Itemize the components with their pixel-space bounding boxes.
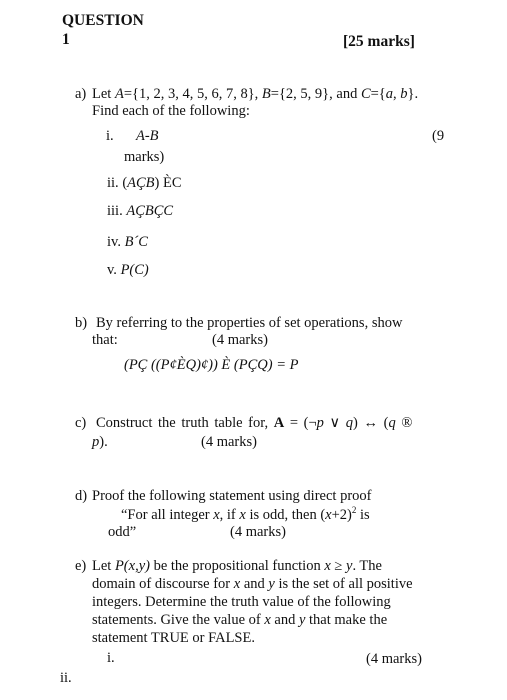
part-d-statement: “For all integer x, if x is odd, then $(x+2)^2$ is (121, 505, 370, 523)
part-a-label: a) (75, 86, 87, 102)
question-number: 1 (62, 31, 70, 48)
part-d-line3: odd” (108, 524, 137, 540)
part-e-marks: (4 marks) (366, 651, 422, 667)
part-e-label: e) (75, 558, 87, 574)
item-iii-number: iii. (107, 203, 123, 219)
part-d-label: d) (75, 488, 88, 504)
part-c-label: c) (75, 415, 87, 431)
part-b-that: that: (92, 332, 118, 348)
part-c-marks: (4 marks) (201, 434, 257, 450)
item-ii: ii. (AÇB) ÈC (107, 175, 182, 191)
item-i-number: i. (106, 128, 114, 144)
question-heading: QUESTION (62, 12, 144, 29)
part-e-line1: Let P(x,y) be the propositional function x ≥ y. The (92, 558, 382, 574)
item-v: v. P(C) (107, 262, 149, 278)
item-i-expression: A-B (136, 128, 159, 144)
part-e-line5: statement TRUE or FALSE. (92, 630, 255, 646)
part-e-line4: statements. Give the value of x and y that make the (92, 612, 388, 628)
item-i-marks-open: (9 (432, 128, 445, 144)
roman-ii-label: ii. (60, 670, 72, 686)
part-a-line1: Let A={1, 2, 3, 4, 5, 6, 7, 8}, B={2, 5, 9}, and C={a, b}. (92, 86, 419, 102)
part-a-line2: Find each of the following: (92, 103, 250, 119)
item-iv: iv. B´C (107, 234, 148, 250)
item-v-number: v. (107, 262, 117, 278)
item-i-marks-rest: marks) (124, 149, 165, 165)
total-marks: [25 marks] (343, 33, 415, 50)
part-e-line3: integers. Determine the truth value of the following (92, 594, 391, 610)
part-b-equation: (PÇ ((P¢ÈQ)¢)) È (PÇQ) = P (124, 357, 299, 373)
part-b-marks: (4 marks) (212, 332, 268, 348)
item-iv-number: iv. (107, 234, 121, 250)
part-d-line1: Proof the following statement using direct proof (92, 488, 372, 504)
part-b-line1: By referring to the properties of set operations, show (96, 315, 403, 331)
part-b-label: b) (75, 315, 88, 331)
part-c-line2: p). (92, 434, 108, 450)
part-c-line1: Construct the truth table for, A = (¬p ∨ q) ↔ (q ® (96, 415, 413, 431)
part-d-marks: (4 marks) (230, 524, 286, 540)
part-e-line2: domain of discourse for x and y is the set of all positive (92, 576, 413, 592)
item-ii-number: ii. (107, 175, 119, 191)
item-iii: iii. AÇBÇC (107, 203, 174, 219)
part-e-sub-i: i. (107, 650, 115, 666)
